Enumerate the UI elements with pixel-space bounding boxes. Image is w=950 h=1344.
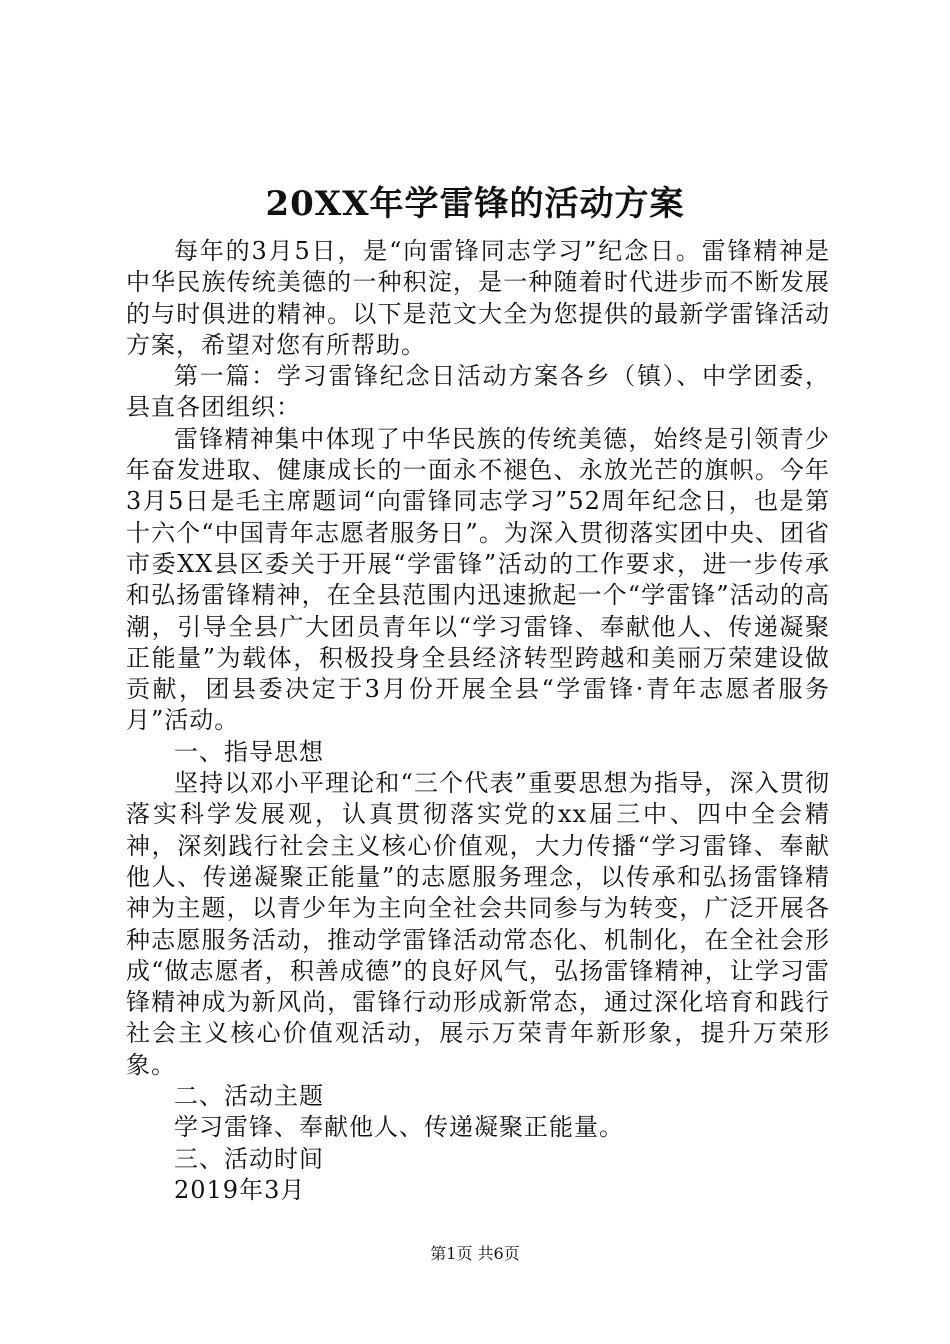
section-heading-guiding-ideology: 一、指导思想	[174, 737, 324, 766]
paragraph-intro: 每年的3月5日，是“向雷锋同志学习”纪念日。雷锋精神是中华民族传统美德的一种积淀，是一种随着时代进步而不断发展的与时俱进的精神。以下是范文大全为您提供的最新学雷锋活动方案，希望对您有所帮助。	[126, 237, 830, 359]
paragraph-chapter-heading: 第一篇：学习雷锋纪念日活动方案各乡（镇）、中学团委，县直各团组织：	[126, 362, 830, 422]
document-body	[126, 236, 830, 1206]
document-title: 20XX年学雷锋的活动方案	[265, 184, 685, 224]
section-heading-activity-time: 三、活动时间	[174, 1144, 324, 1173]
paragraph-activity-theme: 学习雷锋、奉献他人、传递凝聚正能量。	[174, 1113, 624, 1142]
paragraph-activity-time: 2019年3月	[174, 1175, 306, 1204]
page-number-footer: 第1页 共6页	[430, 1244, 520, 1263]
paragraph-background: 雷锋精神集中体现了中华民族的传统美德，始终是引领青少年奋发进取、健康成长的一面永不褪色、永放光芒的旗帜。今年3月5日是毛主席题词“向雷锋同志学习”52周年纪念日，也是第十六个“中国青年志愿者服务日”。为深入贯彻落实团中央、团省市委XX县区委关于开展“学雷锋”活动的工作要求，进一步传承和弘扬雷锋精神，在全县范围内迅速掀起一个“学雷锋”活动的高潮，引导全县广大团员青年以“学习雷锋、奉献他人、传递凝聚正能量”为载体，积极投身全县经济转型跨越和美丽万荣建设做贡献，团县委决定于3月份开展全县“学雷锋·青年志愿者服务月”活动。	[126, 424, 830, 735]
section-heading-activity-theme: 二、活动主题	[174, 1082, 324, 1111]
paragraph-guiding-ideology: 坚持以邓小平理论和“三个代表”重要思想为指导，深入贯彻落实科学发展观，认真贯彻落实党的xx届三中、四中全会精神，深刻践行社会主义核心价值观，大力传播“学习雷锋、奉献他人、传递凝聚正能量”的志愿服务理念，以传承和弘扬雷锋精神为主题，以青少年为主向全社会共同参与为转变，广泛开展各种志愿服务活动，推动学雷锋活动常态化、机制化，在全社会形成“做志愿者，积善成德”的良好风气，弘扬雷锋精神，让学习雷锋精神成为新风尚，雷锋行动形成新常态，通过深化培育和践行社会主义核心价值观活动，展示万荣青年新形象，提升万荣形象。	[126, 769, 830, 1079]
